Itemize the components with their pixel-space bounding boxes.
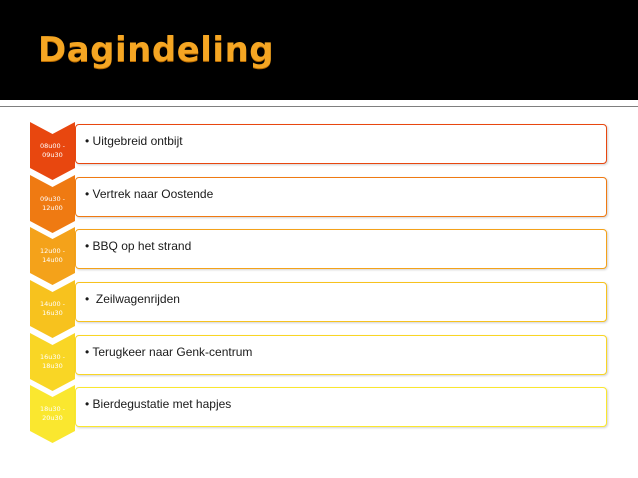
schedule-row: [0, 124, 638, 178]
time-start: 16u30 -: [39, 353, 66, 361]
schedule-row: [0, 335, 638, 389]
time-end: 18u30: [42, 362, 63, 370]
time-start: 12u00 -: [39, 247, 66, 255]
activity-box: [75, 177, 607, 217]
activity-text: • Terugkeer naar Genk-centrum: [85, 345, 253, 359]
time-end: 20u30: [42, 414, 63, 422]
activity-text: • Bierdegustatie met hapjes: [85, 397, 232, 411]
time-label: [30, 300, 75, 318]
activity-text: • Vertrek naar Oostende: [85, 187, 214, 201]
schedule-row: [0, 229, 638, 283]
slide-title: Dagindeling: [38, 30, 275, 70]
activity-box: [75, 124, 607, 164]
activity-box: [75, 387, 607, 427]
time-end: 09u30: [42, 151, 63, 159]
schedule-row: [0, 387, 638, 441]
time-label: [30, 142, 75, 160]
schedule-row: [0, 177, 638, 231]
time-start: 18u30 -: [39, 405, 66, 413]
time-label: [30, 247, 75, 265]
activity-text: • BBQ op het strand: [85, 239, 192, 253]
time-label: [30, 405, 75, 423]
time-label: [30, 353, 75, 371]
time-start: 14u00 -: [39, 300, 66, 308]
time-end: 12u00: [42, 204, 63, 212]
activity-text: • Uitgebreid ontbijt: [85, 134, 183, 148]
time-start: 09u30 -: [39, 195, 66, 203]
activity-box: [75, 229, 607, 269]
time-end: 16u30: [42, 309, 63, 317]
time-end: 14u00: [42, 256, 63, 264]
time-start: 08u00 -: [39, 142, 66, 150]
activity-box: [75, 335, 607, 375]
time-label: [30, 195, 75, 213]
activity-text: • Zeilwagenrijden: [85, 292, 180, 306]
activity-box: [75, 282, 607, 322]
schedule-row: [0, 282, 638, 336]
